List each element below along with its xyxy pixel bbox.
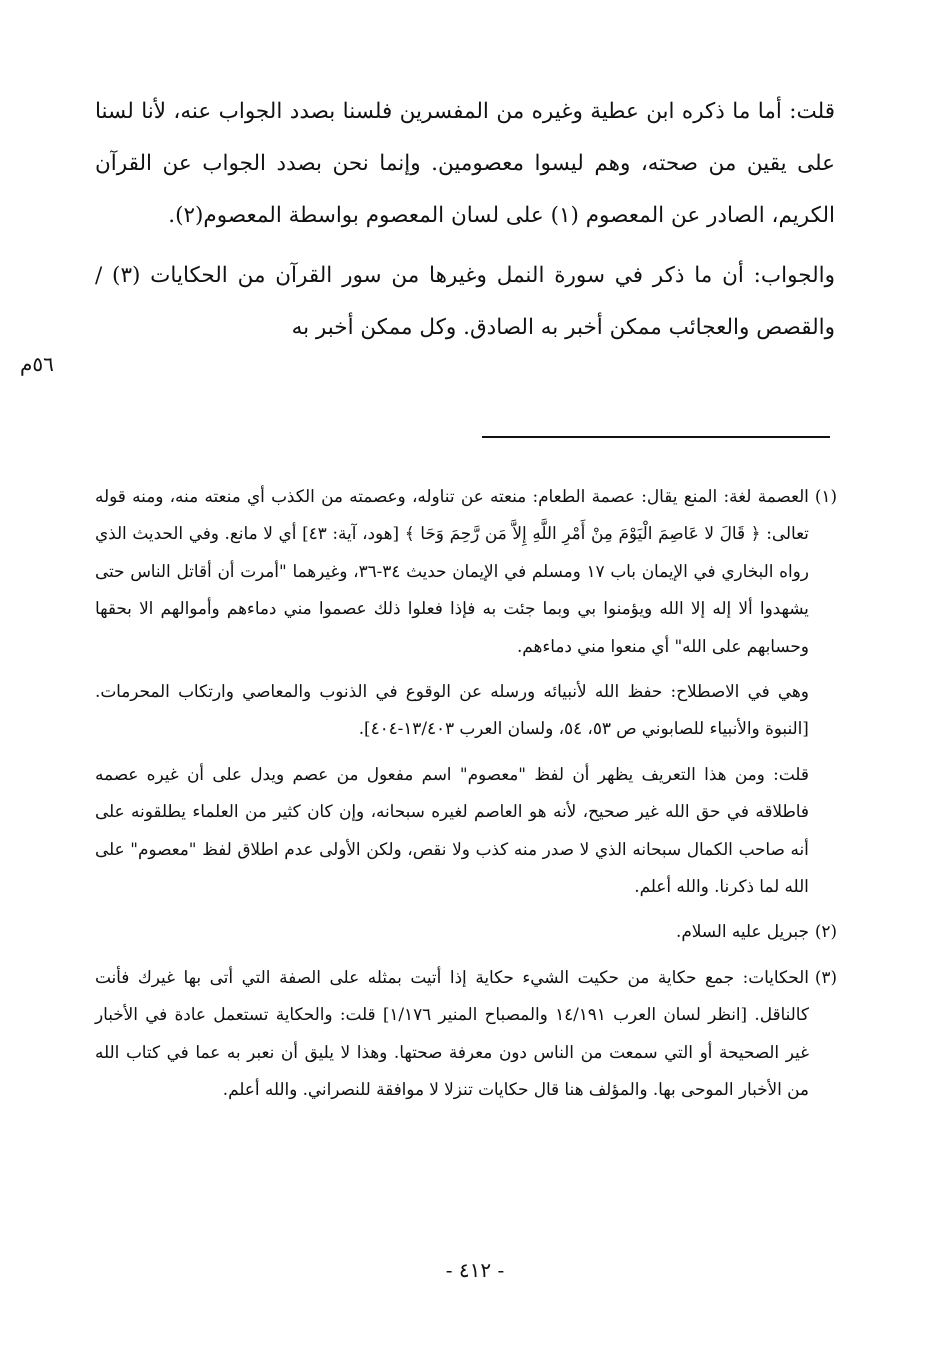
main-text-block [95, 86, 835, 362]
footnote-separator [482, 436, 830, 438]
footnote-2 [95, 913, 837, 950]
footnote-1-paragraph-1: العصمة لغة: المنع يقال: عصمة الطعام: منعته عن تناوله، وعصمته من الكذب أي منعته منه، ومنه قوله تعالى: ﴿ قَالَ لا عَاصِمَ الْيَوْمَ مِنْ أَمْرِ اللَّهِ إِلاَّ مَن رَّحِمَ وَحَا ﴾ [هود، آية: ٤٣] أي لا مانع. وفي الحديث الذي رواه البخاري في الإيمان باب ١٧ ومسلم في الإيمان حديث ٣٤-٣٦، وغيرهما "أمرت أن أقاتل الناس حتى يشهدوا ألا إله إلا الله ويؤمنوا بي وبما جئت به فإذا فعلوا ذلك عصموا مني دماءهم وأموالهم الا بحقها وحسابهم على الله" أي منعوا مني دماءهم. [95, 486, 809, 656]
footnote-1-marker: (١) [814, 486, 837, 506]
footnote-1-paragraph-3: قلت: ومن هذا التعريف يظهر أن لفظ "معصوم" اسم مفعول من عصم ويدل على أن غيره عصمه فاطلاقه في حق الله غير صحيح، لأنه هو العاصم لغيره سبحانه، وإن كان كثير من العلماء يطلقونه على أنه صاحب الكمال سبحانه الذي لا صدر منه كذب ولا نقص، ولكن الأولى عدم اطلاق لفظ "معصوم" على الله لما ذكرنا. والله أعلم. [95, 763, 809, 897]
footnote-1-body [95, 478, 809, 905]
main-paragraph-2: والجواب: أن ما ذكر في سورة النمل وغيرها من سور القرآن من الحكايات (٣) / والقصص والعجائب ممكن أخبر به الصادق. وكل ممكن أخبر به [95, 263, 835, 340]
footnote-3-paragraph-1: الحكايات: جمع حكاية من حكيت الشيء حكاية إذا أتيت بمثله على الصفة التي أتى بها غيرك فأنت كالناقل. [انظر لسان العرب ١٤/١٩١ والمصباح المنير ١/١٧٦] قلت: والحكاية تستعمل عادة في الأخبار غير الصحيحة أو التي سمعت من الناس دون معرفة صحتها. وهذا لا يليق أن نعبر به عما في كتاب الله من الأخبار الموحى بها. والمؤلف هنا قال حكايات تنزلا لا موافقة للنصراني. والله أعلم. [95, 966, 809, 1100]
footnote-2-marker: (٢) [814, 921, 837, 942]
footnote-3-marker: (٣) [814, 966, 837, 987]
footnote-3 [95, 959, 837, 1109]
footnote-3-body [95, 959, 809, 1109]
footnotes-block [95, 478, 837, 1117]
footnote-2-body [95, 913, 809, 950]
manuscript-folio-note: ٥٦م [20, 352, 54, 376]
main-paragraph-1: قلت: أما ما ذكره ابن عطية وغيره من المفسرين فلسنا بصدد الجواب عنه، لأنا لسنا على يقين من صحته، وهم ليسوا معصومين. وإنما نحن بصدد الجواب عن القرآن الكريم، الصادر عن المعصوم (١) على لسان المعصوم بواسطة المعصوم(٢). [95, 99, 835, 228]
footnote-1-paragraph-2: وهي في الاصطلاح: حفظ الله لأنبيائه ورسله عن الوقوع في الذنوب والمعاصي وارتكاب المحرمات. [النبوة والأنبياء للصابوني ص ٥٣، ٥٤، ولسان العرب ١٣/٤٠٣-٤٠٤]. [95, 681, 809, 739]
footnote-2-paragraph-1: جبريل عليه السلام. [676, 921, 809, 942]
footnote-1 [95, 478, 837, 905]
page-number: - ٤١٢ - [445, 1258, 505, 1282]
